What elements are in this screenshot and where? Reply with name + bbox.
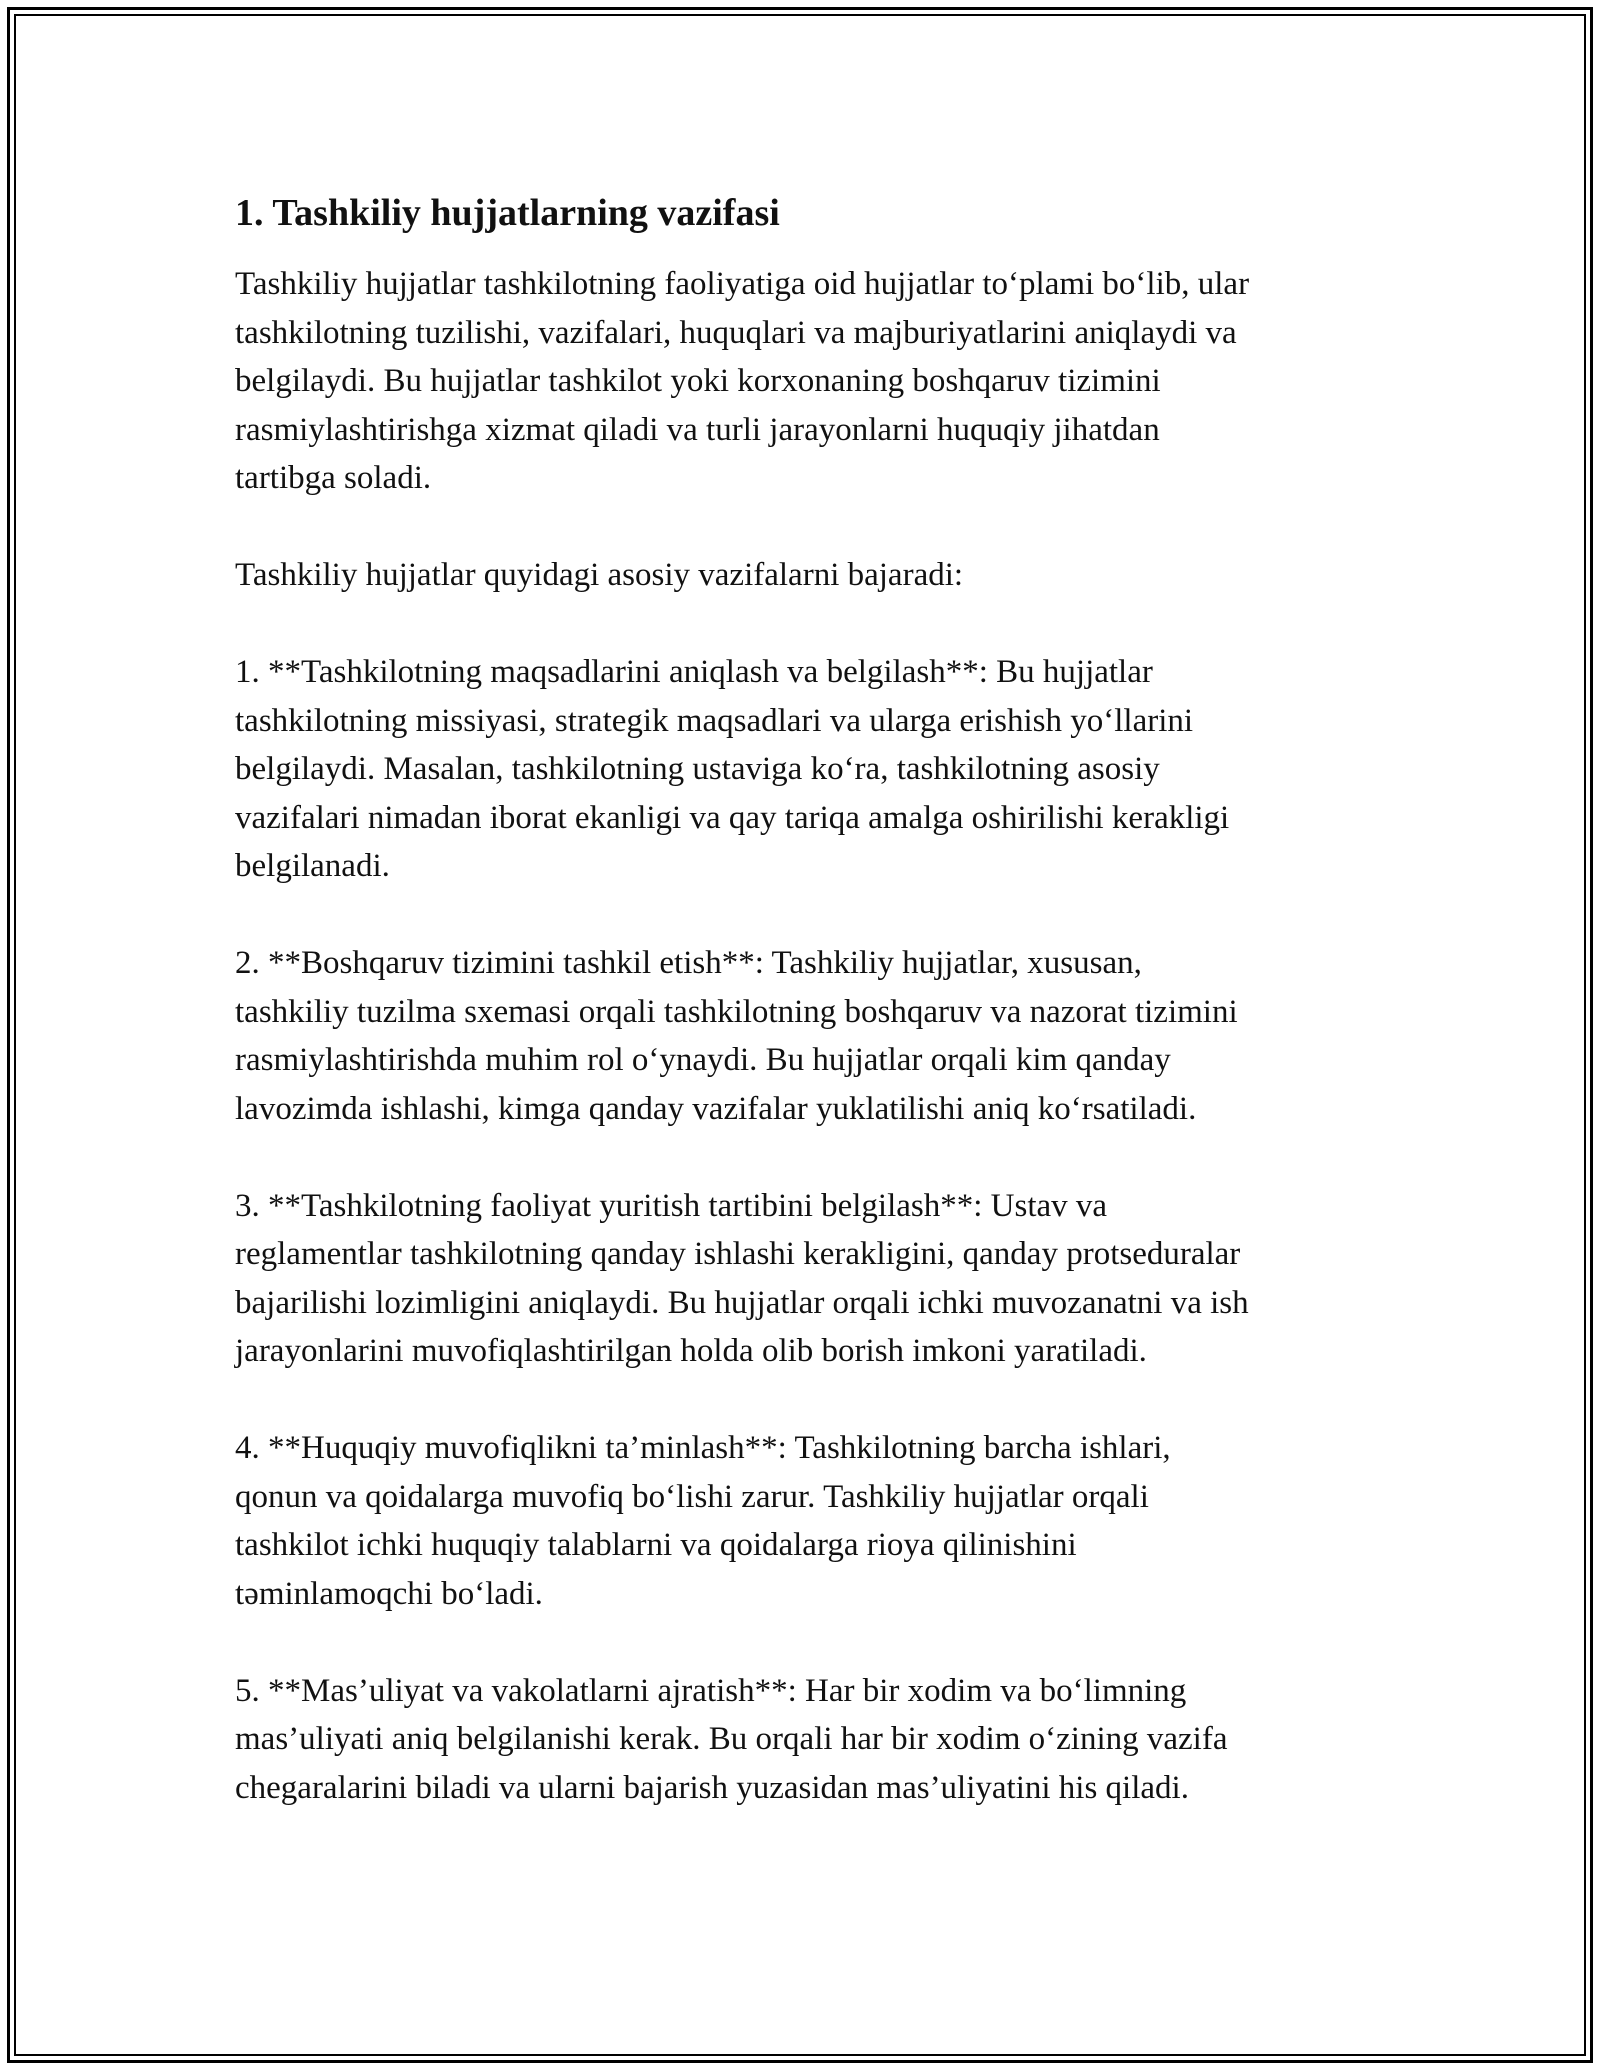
- text-line: rasmiylashtirishda muhim rol o‘ynaydi. Bu hujjatlar orqali kim qanday: [235, 1042, 1171, 1078]
- text-line: mas’uliyati aniq belgilanishi kerak. Bu orqali har bir xodim o‘zining vazifa: [235, 1721, 1228, 1757]
- text-line: jarayonlarini muvofiqlashtirilgan holda olib borish imkoni yaratiladi.: [235, 1333, 1147, 1369]
- text-line: belgilanadi.: [235, 848, 390, 884]
- list-item-3: [235, 1182, 1385, 1376]
- text-line: 1. **Tashkilotning maqsadlarini aniqlash va belgilash**: Bu hujjatlar: [235, 654, 1153, 690]
- paragraph-intro: [235, 260, 1385, 503]
- text-line: qonun va qoidalarga muvofiq bo‘lishi zarur. Tashkiliy hujjatlar orqali: [235, 1478, 1149, 1515]
- text-line: rasmiylashtirishga xizmat qiladi va turli jarayonlarni huquqiy jihatdan: [235, 411, 1160, 448]
- list-item-1: [235, 648, 1385, 891]
- text-line: bajarilishi lozimligini aniqlaydi. Bu hujjatlar orqali ichki muvozanatni va ish: [235, 1284, 1249, 1321]
- paragraph-lead-in: [235, 551, 1385, 600]
- text-line: tashkilotning tuzilishi, vazifalari, huquqlari va majburiyatlarini aniqlaydi va: [235, 314, 1237, 351]
- text-line: vazifalari nimadan iborat ekanligi va qay tariqa amalga oshirilishi kerakligi: [235, 799, 1230, 836]
- list-item-2: [235, 939, 1385, 1133]
- section-heading: 1. Tashkiliy hujjatlarning vazifasi: [235, 192, 780, 234]
- text-line: chegaralarini biladi va ularni bajarish yuzasidan mas’uliyatini his qiladi.: [235, 1769, 1189, 1806]
- text-line: tashkiliy tuzilma sxemasi orqali tashkilotning boshqaruv va nazorat tizimini: [235, 993, 1238, 1030]
- text-line: 3. **Tashkilotning faoliyat yuritish tartibini belgilash**: Ustav va: [235, 1187, 1108, 1224]
- text-line: tashkilot ichki huquqiy talablarni va qoidalarga rioya qilinishini: [235, 1527, 1077, 1563]
- list-item-5: [235, 1667, 1385, 1813]
- text-line: 5. **Mas’uliyat va vakolatlarni ajratish**: Har bir xodim va bo‘limning: [235, 1672, 1187, 1709]
- text-line: Tashkiliy hujjatlar tashkilotning faoliyatiga oid hujjatlar to‘plami bo‘lib, ular: [235, 266, 1250, 302]
- text-line: belgilaydi. Bu hujjatlar tashkilot yoki korxonaning boshqaruv tizimini: [235, 363, 1161, 399]
- text-line: təminlamoqchi bo‘ladi.: [235, 1575, 543, 1612]
- text-line: lavozimda ishlashi, kimga qanday vazifalar yuklatilishi aniq ko‘rsatiladi.: [235, 1090, 1197, 1127]
- text-line: tartibga soladi.: [235, 460, 432, 496]
- document-body: [235, 188, 1385, 1861]
- list-item-4: [235, 1424, 1385, 1618]
- text-line: 4. **Huquqiy muvofiqlikni ta’minlash**: Tashkilotning barcha ishlari,: [235, 1430, 1171, 1466]
- text-line: reglamentlar tashkilotning qanday ishlashi kerakligini, qanday protseduralar: [235, 1236, 1241, 1272]
- text-line: tashkilotning missiyasi, strategik maqsadlari va ularga erishish yo‘llarini: [235, 702, 1194, 739]
- text-line: Tashkiliy hujjatlar quyidagi asosiy vazifalarni bajaradi:: [235, 557, 964, 593]
- text-line: 2. **Boshqaruv tizimini tashkil etish**: Tashkiliy hujjatlar, xususan,: [235, 945, 1142, 981]
- text-line: belgilaydi. Masalan, tashkilotning ustaviga ko‘ra, tashkilotning asosiy: [235, 751, 1160, 787]
